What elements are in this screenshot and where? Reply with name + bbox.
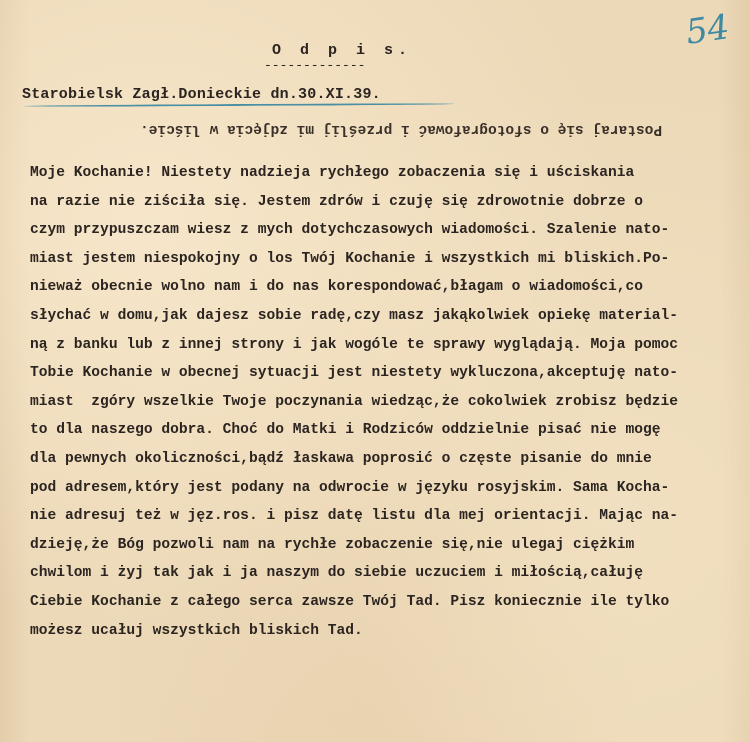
body-line: czym przypuszczam wiesz z mych dotychczasowych wiadomości. Szalenie nato-	[30, 222, 670, 239]
body-line: nieważ obecnie wolno nam i do nas korespondować,błagam o wiadomości,co	[30, 279, 644, 296]
body-line: miast zgóry wszelkie Twoje poczynania wiedząc,że cokolwiek zrobisz będzie	[30, 393, 679, 410]
body-line: pod adresem,który jest podany na odwrocie w języku rosyjskim. Sama Kocha-	[30, 479, 670, 496]
upside-down-postscript: Postaraj się o sfotografować i prześlij mi zdjęcia w liście.	[140, 121, 663, 137]
body-line: miast jestem niespokojny o los Twój Kochanie i wszystkich mi bliskich.Po-	[30, 250, 670, 267]
body-line: słychać w domu,jak dajesz sobie radę,czy masz jakąkolwiek opiekę material-	[30, 307, 679, 324]
document-title: O d p i s.	[272, 42, 413, 59]
body-line: dla pewnych okoliczności,bądź łaskawa poprosić o częste pisanie do mnie	[30, 450, 652, 467]
body-line: chwilom i żyj tak jak i ja naszym do siebie uczuciem i miłością,całuję	[30, 565, 644, 582]
body-line: Moje Kochanie! Niestety nadzieja rychłego zobaczenia się i uściskania	[30, 165, 635, 181]
body-line: Ciebie Kochanie z całego serca zawsze Twój Tad. Pisz koniecznie ile tylko	[30, 593, 670, 610]
body-line: to dla naszego dobra. Choć do Matki i Rodziców oddzielnie pisać nie mogę	[30, 422, 661, 439]
handwritten-underline	[24, 103, 454, 107]
letter-body	[30, 159, 730, 645]
body-line: na razie nie ziściła się. Jestem zdrów i czuję się zdrowotnie dobrze o	[30, 193, 644, 210]
place-and-date-line: Starobielsk Zagł.Donieckie dn.30.XI.39.	[22, 86, 381, 103]
body-line: Tobie Kochanie w obecnej sytuacji jest niestety wykluczona,akceptuję nato-	[30, 365, 679, 382]
body-line: dzieję,że Bóg pozwoli nam na rychłe zobaczenie się,nie ulegaj ciężkim	[30, 536, 635, 553]
handwritten-page-number: 54	[683, 7, 732, 53]
body-line: możesz ucałuj wszystkich bliskich Tad.	[30, 622, 363, 639]
body-line: nie adresuj też w jęz.ros. i pisz datę listu dla mej orientacji. Mając na-	[30, 508, 679, 525]
body-line: ną z banku lub z innej strony i jak wogóle te sprawy wyglądają. Moja pomoc	[30, 336, 679, 353]
title-underline: -------------	[264, 58, 366, 73]
